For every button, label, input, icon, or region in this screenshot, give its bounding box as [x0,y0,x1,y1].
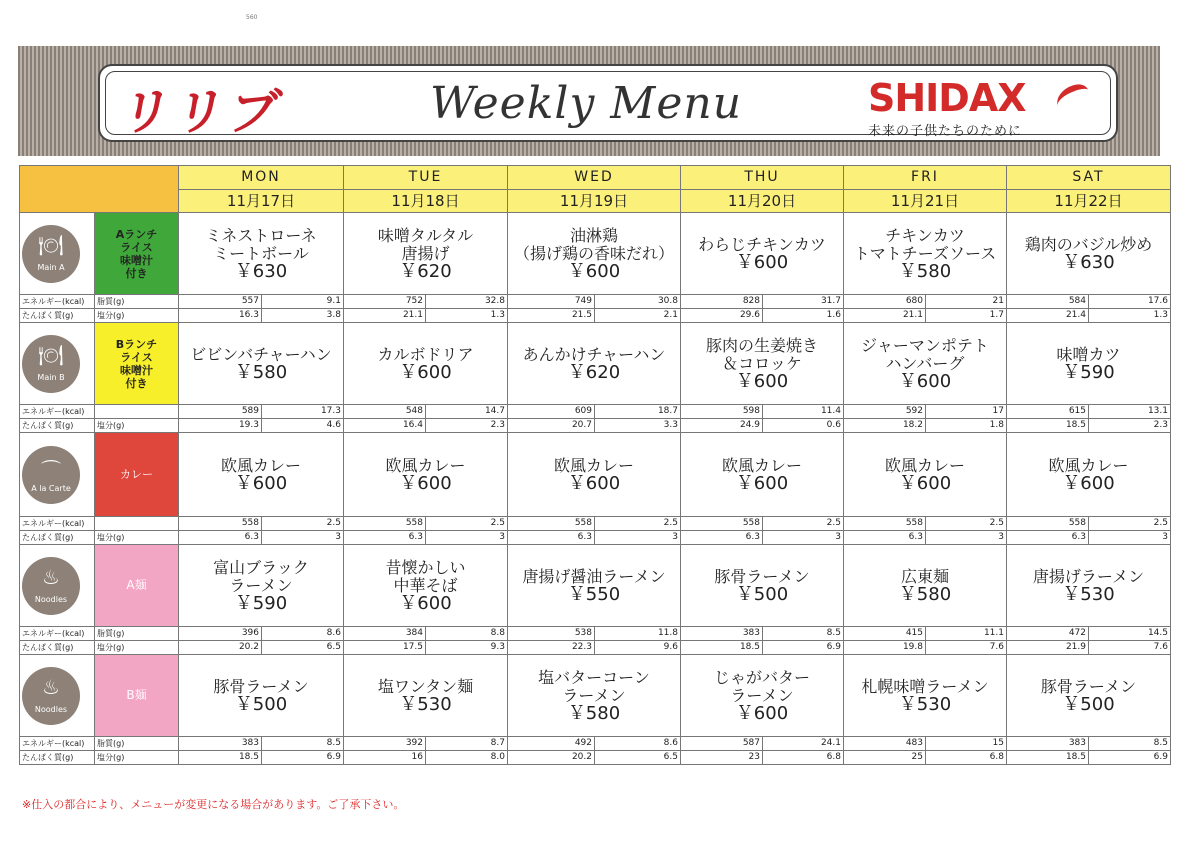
protein-value: 21.9 [1007,641,1089,655]
energy-value: 384 [344,627,426,641]
dish-price: ￥500 [735,583,789,605]
energy-value: 598 [681,405,763,419]
dish-name: 味噌カツ [1056,344,1121,364]
fat-value: 8.5 [262,737,344,751]
section-icon-cell [20,213,95,295]
energy-value: 538 [508,627,595,641]
fat-value: 15 [926,737,1007,751]
salt-value: 6.5 [262,641,344,655]
protein-label: たんぱく質(g) [20,419,95,433]
dish-name: 欧風カレー [884,455,965,475]
protein-value: 21.4 [1007,309,1089,323]
nutrition-row-energy [20,737,1171,751]
energy-value: 383 [1007,737,1089,751]
salt-value: 7.6 [1089,641,1171,655]
dish-cell [1007,545,1171,627]
dish-price: ￥630 [234,260,288,282]
fat-value: 8.6 [262,627,344,641]
energy-value: 558 [344,517,426,531]
dish-cell [508,655,681,737]
dish-cell [681,655,844,737]
fat-value: 2.5 [426,517,508,531]
dish-cell [508,433,681,517]
dish-name: カルボドリア [377,344,474,364]
dish-price: ￥600 [399,361,452,383]
energy-value: 680 [844,295,926,309]
dish-cell [344,433,508,517]
dish-cell [844,433,1007,517]
salt-value: 4.6 [262,419,344,433]
dish-cell [1007,323,1171,405]
salt-value: 6.5 [595,751,681,765]
dish-cell [344,545,508,627]
fat-value: 13.1 [1089,405,1171,419]
fat-label [95,517,179,531]
section-category: A麺 [95,545,179,627]
salt-value: 0.6 [763,419,844,433]
menu-section-row [20,323,1171,405]
dish-cell [179,213,344,295]
dish-name: 欧風カレー [1048,455,1129,475]
day-header: TUE [344,166,508,190]
weekly-menu-table [19,165,1171,765]
dish-price: ￥620 [399,260,452,282]
brand-logo: SHIDAX [868,76,1026,120]
menu-section-row [20,545,1171,627]
salt-value: 1.7 [926,309,1007,323]
energy-value: 592 [844,405,926,419]
dish-price: ￥600 [735,370,789,392]
protein-value: 17.5 [344,641,426,655]
protein-value: 16.4 [344,419,426,433]
salt-value: 6.9 [262,751,344,765]
dish-name: チキンカツ トマトチーズソース [853,225,997,263]
dish-price: ￥550 [567,583,621,605]
energy-value: 828 [681,295,763,309]
dish-name: 富山ブラック ラーメン [213,557,309,595]
protein-value: 21.1 [844,309,926,323]
day-header: MON [179,166,344,190]
dish-price: ￥630 [1062,251,1115,273]
salt-label: 塩分(g) [95,641,179,655]
dish-cell [844,545,1007,627]
section-icon-label: Noodles [34,594,68,604]
dish-price: ￥600 [567,472,621,494]
fat-value: 8.6 [595,737,681,751]
dish-price: ￥600 [234,472,288,494]
energy-value: 615 [1007,405,1089,419]
salt-value: 3 [1089,531,1171,545]
energy-value: 383 [179,737,262,751]
header-corner [20,166,179,213]
plate-icon: 🍽 Main B [22,335,80,393]
section-category: Aランチ ライス 味噌汁 付き [95,213,179,295]
energy-value: 483 [844,737,926,751]
nutrition-row-energy [20,517,1171,531]
protein-label: たんぱく質(g) [20,309,95,323]
dish-price: ￥530 [1062,583,1115,605]
dish-name: 昔懐かしい 中華そば [385,557,466,595]
dish-price: ￥590 [234,592,288,614]
dish-cell [681,545,844,627]
day-header: WED [508,166,681,190]
energy-value: 396 [179,627,262,641]
salt-value: 3.8 [262,309,344,323]
energy-label: エネルギー(kcal) [20,295,95,309]
section-icon-cell [20,433,95,517]
dish-cell [508,323,681,405]
salt-value: 9.6 [595,641,681,655]
dish-name: 欧風カレー [721,455,802,475]
section-icon-cell [20,655,95,737]
dish-name: 札幌味噌ラーメン [861,676,989,696]
protein-value: 18.5 [681,641,763,655]
store-logo: リリブ [116,83,289,141]
noodle-bowl-icon: ♨ Noodles [22,667,80,725]
noodle-bowl-icon: ♨ Noodles [22,557,80,615]
fat-label: 脂質(g) [95,737,179,751]
dish-price: ￥500 [234,693,288,715]
menu-section-row [20,655,1171,737]
fat-value: 30.8 [595,295,681,309]
date-header: 11月17日 [179,190,344,213]
protein-value: 20.2 [508,751,595,765]
fat-value: 2.5 [763,517,844,531]
dish-cell [1007,213,1171,295]
energy-label: エネルギー(kcal) [20,405,95,419]
plate-icon: 🍽 Main A [22,225,80,283]
fat-value: 24.1 [763,737,844,751]
energy-label: エネルギー(kcal) [20,737,95,751]
protein-value: 29.6 [681,309,763,323]
energy-value: 589 [179,405,262,419]
date-header: 11月19日 [508,190,681,213]
energy-value: 558 [681,517,763,531]
dish-price: ￥600 [567,260,621,282]
dish-cell [1007,433,1171,517]
fat-value: 2.5 [1089,517,1171,531]
dish-price: ￥580 [567,702,621,724]
salt-value: 1.6 [763,309,844,323]
dish-name: 欧風カレー [220,455,301,475]
dish-cell [681,433,844,517]
fat-value: 14.5 [1089,627,1171,641]
dish-cell [179,545,344,627]
fat-label: 脂質(g) [95,295,179,309]
fat-value: 31.7 [763,295,844,309]
section-icon-label: A la Carte [31,483,71,493]
dish-price: ￥600 [898,370,952,392]
dish-price: ￥580 [898,260,952,282]
salt-value: 6.9 [763,641,844,655]
dish-price: ￥600 [735,251,789,273]
section-icon-label: Main B [37,372,65,382]
protein-value: 20.7 [508,419,595,433]
energy-value: 415 [844,627,926,641]
dish-cell [344,655,508,737]
dish-cell [681,213,844,295]
fat-value: 17.3 [262,405,344,419]
protein-label: たんぱく質(g) [20,531,95,545]
dish-cell [508,213,681,295]
protein-value: 18.5 [179,751,262,765]
date-header: 11月21日 [844,190,1007,213]
energy-value: 558 [508,517,595,531]
dish-price: ￥590 [1062,361,1115,383]
energy-value: 558 [844,517,926,531]
dish-cell [844,323,1007,405]
energy-value: 558 [179,517,262,531]
dish-name: ミネストローネ ミートボール [205,225,317,263]
dish-name: ビビンバチャーハン [190,344,332,364]
fat-value: 14.7 [426,405,508,419]
dish-price: ￥580 [234,361,288,383]
energy-value: 752 [344,295,426,309]
dish-name: 塩バターコーン ラーメン [538,667,650,705]
salt-value: 6.8 [763,751,844,765]
energy-value: 392 [344,737,426,751]
fat-label [95,405,179,419]
energy-value: 557 [179,295,262,309]
nutrition-row-protein [20,751,1171,765]
dish-price: ￥600 [1062,472,1115,494]
dish-price: ￥530 [399,693,452,715]
dish-cell [179,323,344,405]
fat-value: 21 [926,295,1007,309]
fat-value: 32.8 [426,295,508,309]
salt-value: 3.3 [595,419,681,433]
protein-value: 21.5 [508,309,595,323]
protein-value: 6.3 [344,531,426,545]
salt-label: 塩分(g) [95,531,179,545]
day-header-row [20,166,1171,190]
dish-price: ￥600 [399,592,452,614]
dish-cell [844,655,1007,737]
nutrition-row-protein [20,309,1171,323]
dish-name: 欧風カレー [553,455,634,475]
nutrition-row-energy [20,627,1171,641]
dish-price: ￥600 [735,472,789,494]
salt-label: 塩分(g) [95,419,179,433]
dish-name: わらじチキンカツ [698,234,826,254]
dish-cell [681,323,844,405]
salt-value: 6.9 [1089,751,1171,765]
dish-price: ￥600 [735,702,789,724]
dish-cell [508,545,681,627]
protein-value: 18.5 [1007,419,1089,433]
dish-price: ￥620 [567,361,621,383]
dish-name: ジャーマンポテト ハンバーグ [861,335,989,373]
dish-price: ￥580 [898,583,952,605]
dish-name: じゃがバター ラーメン [713,667,810,705]
section-icon-label: Main A [37,262,65,272]
section-icon-cell [20,545,95,627]
dish-price: ￥600 [399,472,452,494]
fat-value: 11.8 [595,627,681,641]
protein-label: たんぱく質(g) [20,641,95,655]
salt-value: 2.3 [1089,419,1171,433]
protein-value: 20.2 [179,641,262,655]
dish-name: 豚骨ラーメン [1040,676,1137,696]
protein-value: 6.3 [508,531,595,545]
salt-value: 7.6 [926,641,1007,655]
date-header: 11月22日 [1007,190,1171,213]
dish-cell [344,213,508,295]
dish-name: 塩ワンタン麺 [377,676,474,696]
dish-price: ￥600 [898,472,952,494]
section-icon-label: Noodles [34,704,68,714]
dish-name: あんかけチャーハン [522,344,666,364]
page-title: Weekly Menu [430,78,743,129]
protein-value: 21.1 [344,309,426,323]
nutrition-row-protein [20,419,1171,433]
cloche-icon: ⌒ A la Carte [22,446,80,504]
nutrition-row-protein [20,531,1171,545]
protein-value: 22.3 [508,641,595,655]
nutrition-row-energy [20,405,1171,419]
fat-value: 11.4 [763,405,844,419]
energy-value: 492 [508,737,595,751]
protein-value: 6.3 [844,531,926,545]
salt-value: 2.1 [595,309,681,323]
salt-value: 3 [763,531,844,545]
dish-name: 豚骨ラーメン [714,566,810,586]
dish-name: 唐揚げ醤油ラーメン [522,566,666,586]
menu-section-row [20,433,1171,517]
page-marker: 560 [246,14,258,21]
dish-price: ￥530 [898,693,952,715]
salt-value: 1.3 [1089,309,1171,323]
dish-cell [344,323,508,405]
dish-name: 鶏肉のバジル炒め [1024,234,1153,254]
date-header: 11月20日 [681,190,844,213]
fat-label: 脂質(g) [95,627,179,641]
day-header: THU [681,166,844,190]
salt-value: 3 [426,531,508,545]
section-category: B麺 [95,655,179,737]
fat-value: 2.5 [262,517,344,531]
energy-value: 587 [681,737,763,751]
nutrition-row-energy [20,295,1171,309]
section-icon-cell [20,323,95,405]
salt-value: 8.0 [426,751,508,765]
protein-value: 16.3 [179,309,262,323]
energy-value: 749 [508,295,595,309]
header-banner [18,46,1160,156]
protein-value: 25 [844,751,926,765]
energy-value: 558 [1007,517,1089,531]
fat-value: 2.5 [595,517,681,531]
fat-value: 9.1 [262,295,344,309]
protein-value: 23 [681,751,763,765]
energy-value: 548 [344,405,426,419]
dish-name: 欧風カレー [385,455,466,475]
fat-value: 11.1 [926,627,1007,641]
fat-value: 8.7 [426,737,508,751]
footer-note: ※仕入の都合により、メニューが変更になる場合があります。ご了承下さい。 [22,798,405,811]
fat-value: 18.7 [595,405,681,419]
protein-value: 16 [344,751,426,765]
fat-value: 8.5 [1089,737,1171,751]
protein-value: 24.9 [681,419,763,433]
salt-value: 2.3 [426,419,508,433]
dish-cell [179,433,344,517]
energy-label: エネルギー(kcal) [20,517,95,531]
dish-cell [844,213,1007,295]
energy-label: エネルギー(kcal) [20,627,95,641]
energy-value: 584 [1007,295,1089,309]
salt-value: 6.8 [926,751,1007,765]
menu-section-row [20,213,1171,295]
nutrition-row-protein [20,641,1171,655]
salt-value: 3 [926,531,1007,545]
section-category: Bランチ ライス 味噌汁 付き [95,323,179,405]
dish-name: 豚骨ラーメン [213,676,309,696]
energy-value: 383 [681,627,763,641]
dish-name: 油淋鶏 （揚げ鶏の香味だれ） [513,225,674,263]
date-header-row [20,190,1171,213]
salt-value: 1.3 [426,309,508,323]
salt-value: 3 [262,531,344,545]
energy-value: 609 [508,405,595,419]
dish-name: 唐揚げラーメン [1032,566,1145,586]
protein-value: 18.2 [844,419,926,433]
salt-value: 3 [595,531,681,545]
brand-tagline: 未来の子供たちのために [868,124,1023,139]
salt-value: 9.3 [426,641,508,655]
dish-name: 味噌タルタル 唐揚げ [377,225,474,263]
fat-value: 8.8 [426,627,508,641]
protein-value: 6.3 [681,531,763,545]
fat-value: 17 [926,405,1007,419]
fat-value: 8.5 [763,627,844,641]
day-header: FRI [844,166,1007,190]
header-plaque [98,64,1118,142]
protein-value: 6.3 [179,531,262,545]
dish-cell [1007,655,1171,737]
dish-cell [179,655,344,737]
dish-name: 豚肉の生姜焼き ＆コロッケ [705,335,818,373]
dish-price: ￥500 [1062,693,1115,715]
salt-label: 塩分(g) [95,751,179,765]
salt-value: 1.8 [926,419,1007,433]
protein-value: 18.5 [1007,751,1089,765]
protein-value: 19.8 [844,641,926,655]
dish-name: 広東麺 [900,566,949,586]
date-header: 11月18日 [344,190,508,213]
protein-value: 19.3 [179,419,262,433]
salt-label: 塩分(g) [95,309,179,323]
fat-value: 2.5 [926,517,1007,531]
protein-label: たんぱく質(g) [20,751,95,765]
energy-value: 472 [1007,627,1089,641]
section-category: カレー [95,433,179,517]
day-header: SAT [1007,166,1171,190]
protein-value: 6.3 [1007,531,1089,545]
fat-value: 17.6 [1089,295,1171,309]
